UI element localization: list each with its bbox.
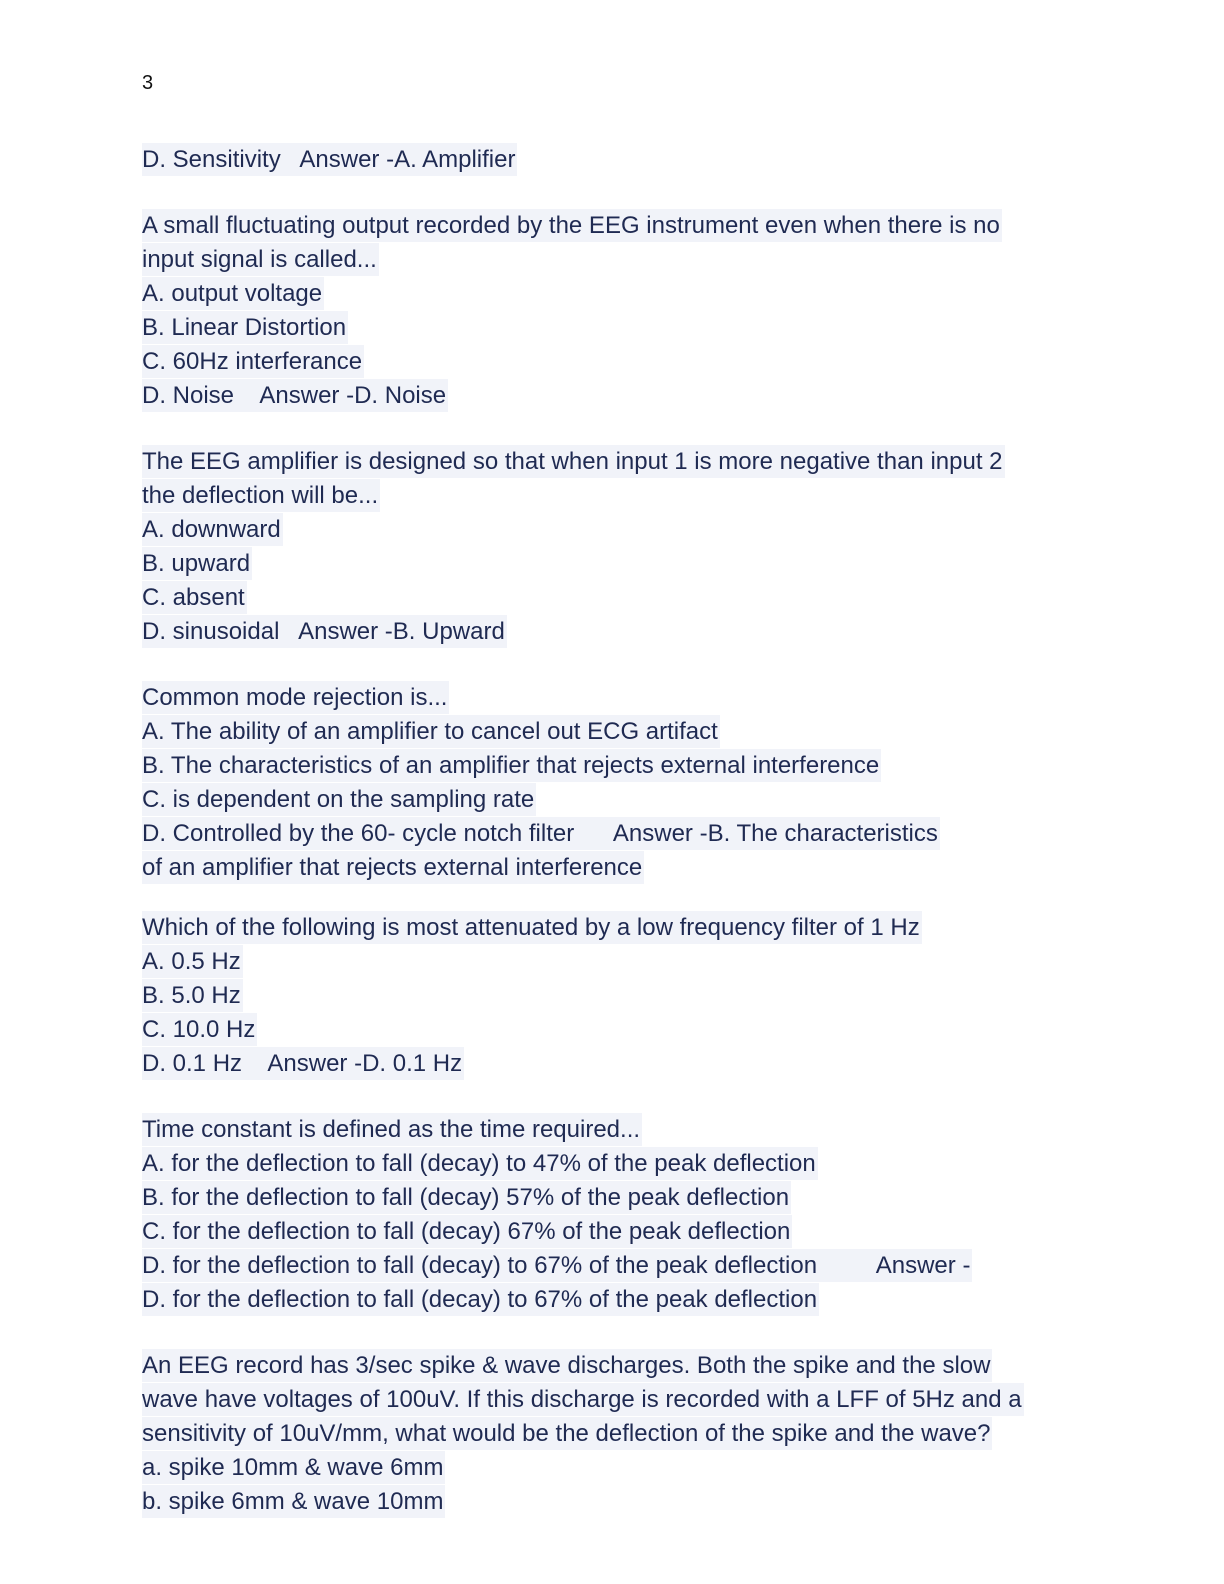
question-line: wave have voltages of 100uV. If this discharge is recorded with a LFF of 5Hz and a — [142, 1383, 1072, 1417]
question-line: sensitivity of 10uV/mm, what would be the deflection of the spike and the wave? — [142, 1417, 1072, 1451]
text-line: D. Sensitivity Answer -A. Amplifier — [142, 143, 1072, 177]
question-line: Time constant is defined as the time required... — [142, 1113, 1072, 1147]
question-line: Common mode rejection is... — [142, 681, 1072, 715]
option-line: C. absent — [142, 581, 1072, 615]
option-line: A. output voltage — [142, 277, 1072, 311]
question-block-deflection — [142, 445, 1072, 649]
question-line: An EEG record has 3/sec spike & wave discharges. Both the spike and the slow — [142, 1349, 1072, 1383]
question-line: The EEG amplifier is designed so that when input 1 is more negative than input 2 — [142, 445, 1072, 479]
option-line: A. for the deflection to fall (decay) to 47% of the peak deflection — [142, 1147, 1072, 1181]
question-block-lff — [142, 911, 1072, 1081]
option-line: C. is dependent on the sampling rate — [142, 783, 1072, 817]
option-line: B. upward — [142, 547, 1072, 581]
option-line: C. 60Hz interferance — [142, 345, 1072, 379]
option-answer-line: D. for the deflection to fall (decay) to 67% of the peak deflection Answer - — [142, 1249, 1072, 1283]
answer-continuation-line: of an amplifier that rejects external interference — [142, 851, 1072, 885]
option-line: A. 0.5 Hz — [142, 945, 1072, 979]
option-line: A. The ability of an amplifier to cancel out ECG artifact — [142, 715, 1072, 749]
question-block-time-constant — [142, 1113, 1072, 1317]
option-answer-line: D. Noise Answer -D. Noise — [142, 379, 1072, 413]
option-answer-line: D. sinusoidal Answer -B. Upward — [142, 615, 1072, 649]
option-line: B. The characteristics of an amplifier that rejects external interference — [142, 749, 1072, 783]
question-block-spike-wave — [142, 1349, 1072, 1519]
option-answer-line: D. Controlled by the 60- cycle notch filter Answer -B. The characteristics — [142, 817, 1072, 851]
question-line: input signal is called... — [142, 243, 1072, 277]
question-line: the deflection will be... — [142, 479, 1072, 513]
question-line: Which of the following is most attenuated by a low frequency filter of 1 Hz — [142, 911, 1072, 945]
option-answer-line: D. 0.1 Hz Answer -D. 0.1 Hz — [142, 1047, 1072, 1081]
document-body — [142, 143, 1072, 1551]
answer-block — [142, 143, 1072, 177]
option-line: A. downward — [142, 513, 1072, 547]
answer-continuation-line: D. for the deflection to fall (decay) to 67% of the peak deflection — [142, 1283, 1072, 1317]
option-line: C. 10.0 Hz — [142, 1013, 1072, 1047]
question-block-noise — [142, 209, 1072, 413]
option-line: B. 5.0 Hz — [142, 979, 1072, 1013]
page-number: 3 — [142, 72, 154, 94]
question-line: A small fluctuating output recorded by the EEG instrument even when there is no — [142, 209, 1072, 243]
option-line: C. for the deflection to fall (decay) 67% of the peak deflection — [142, 1215, 1072, 1249]
option-line: B. Linear Distortion — [142, 311, 1072, 345]
question-block-cmr — [142, 681, 1072, 885]
option-line: b. spike 6mm & wave 10mm — [142, 1485, 1072, 1519]
option-line: a. spike 10mm & wave 6mm — [142, 1451, 1072, 1485]
option-line: B. for the deflection to fall (decay) 57% of the peak deflection — [142, 1181, 1072, 1215]
